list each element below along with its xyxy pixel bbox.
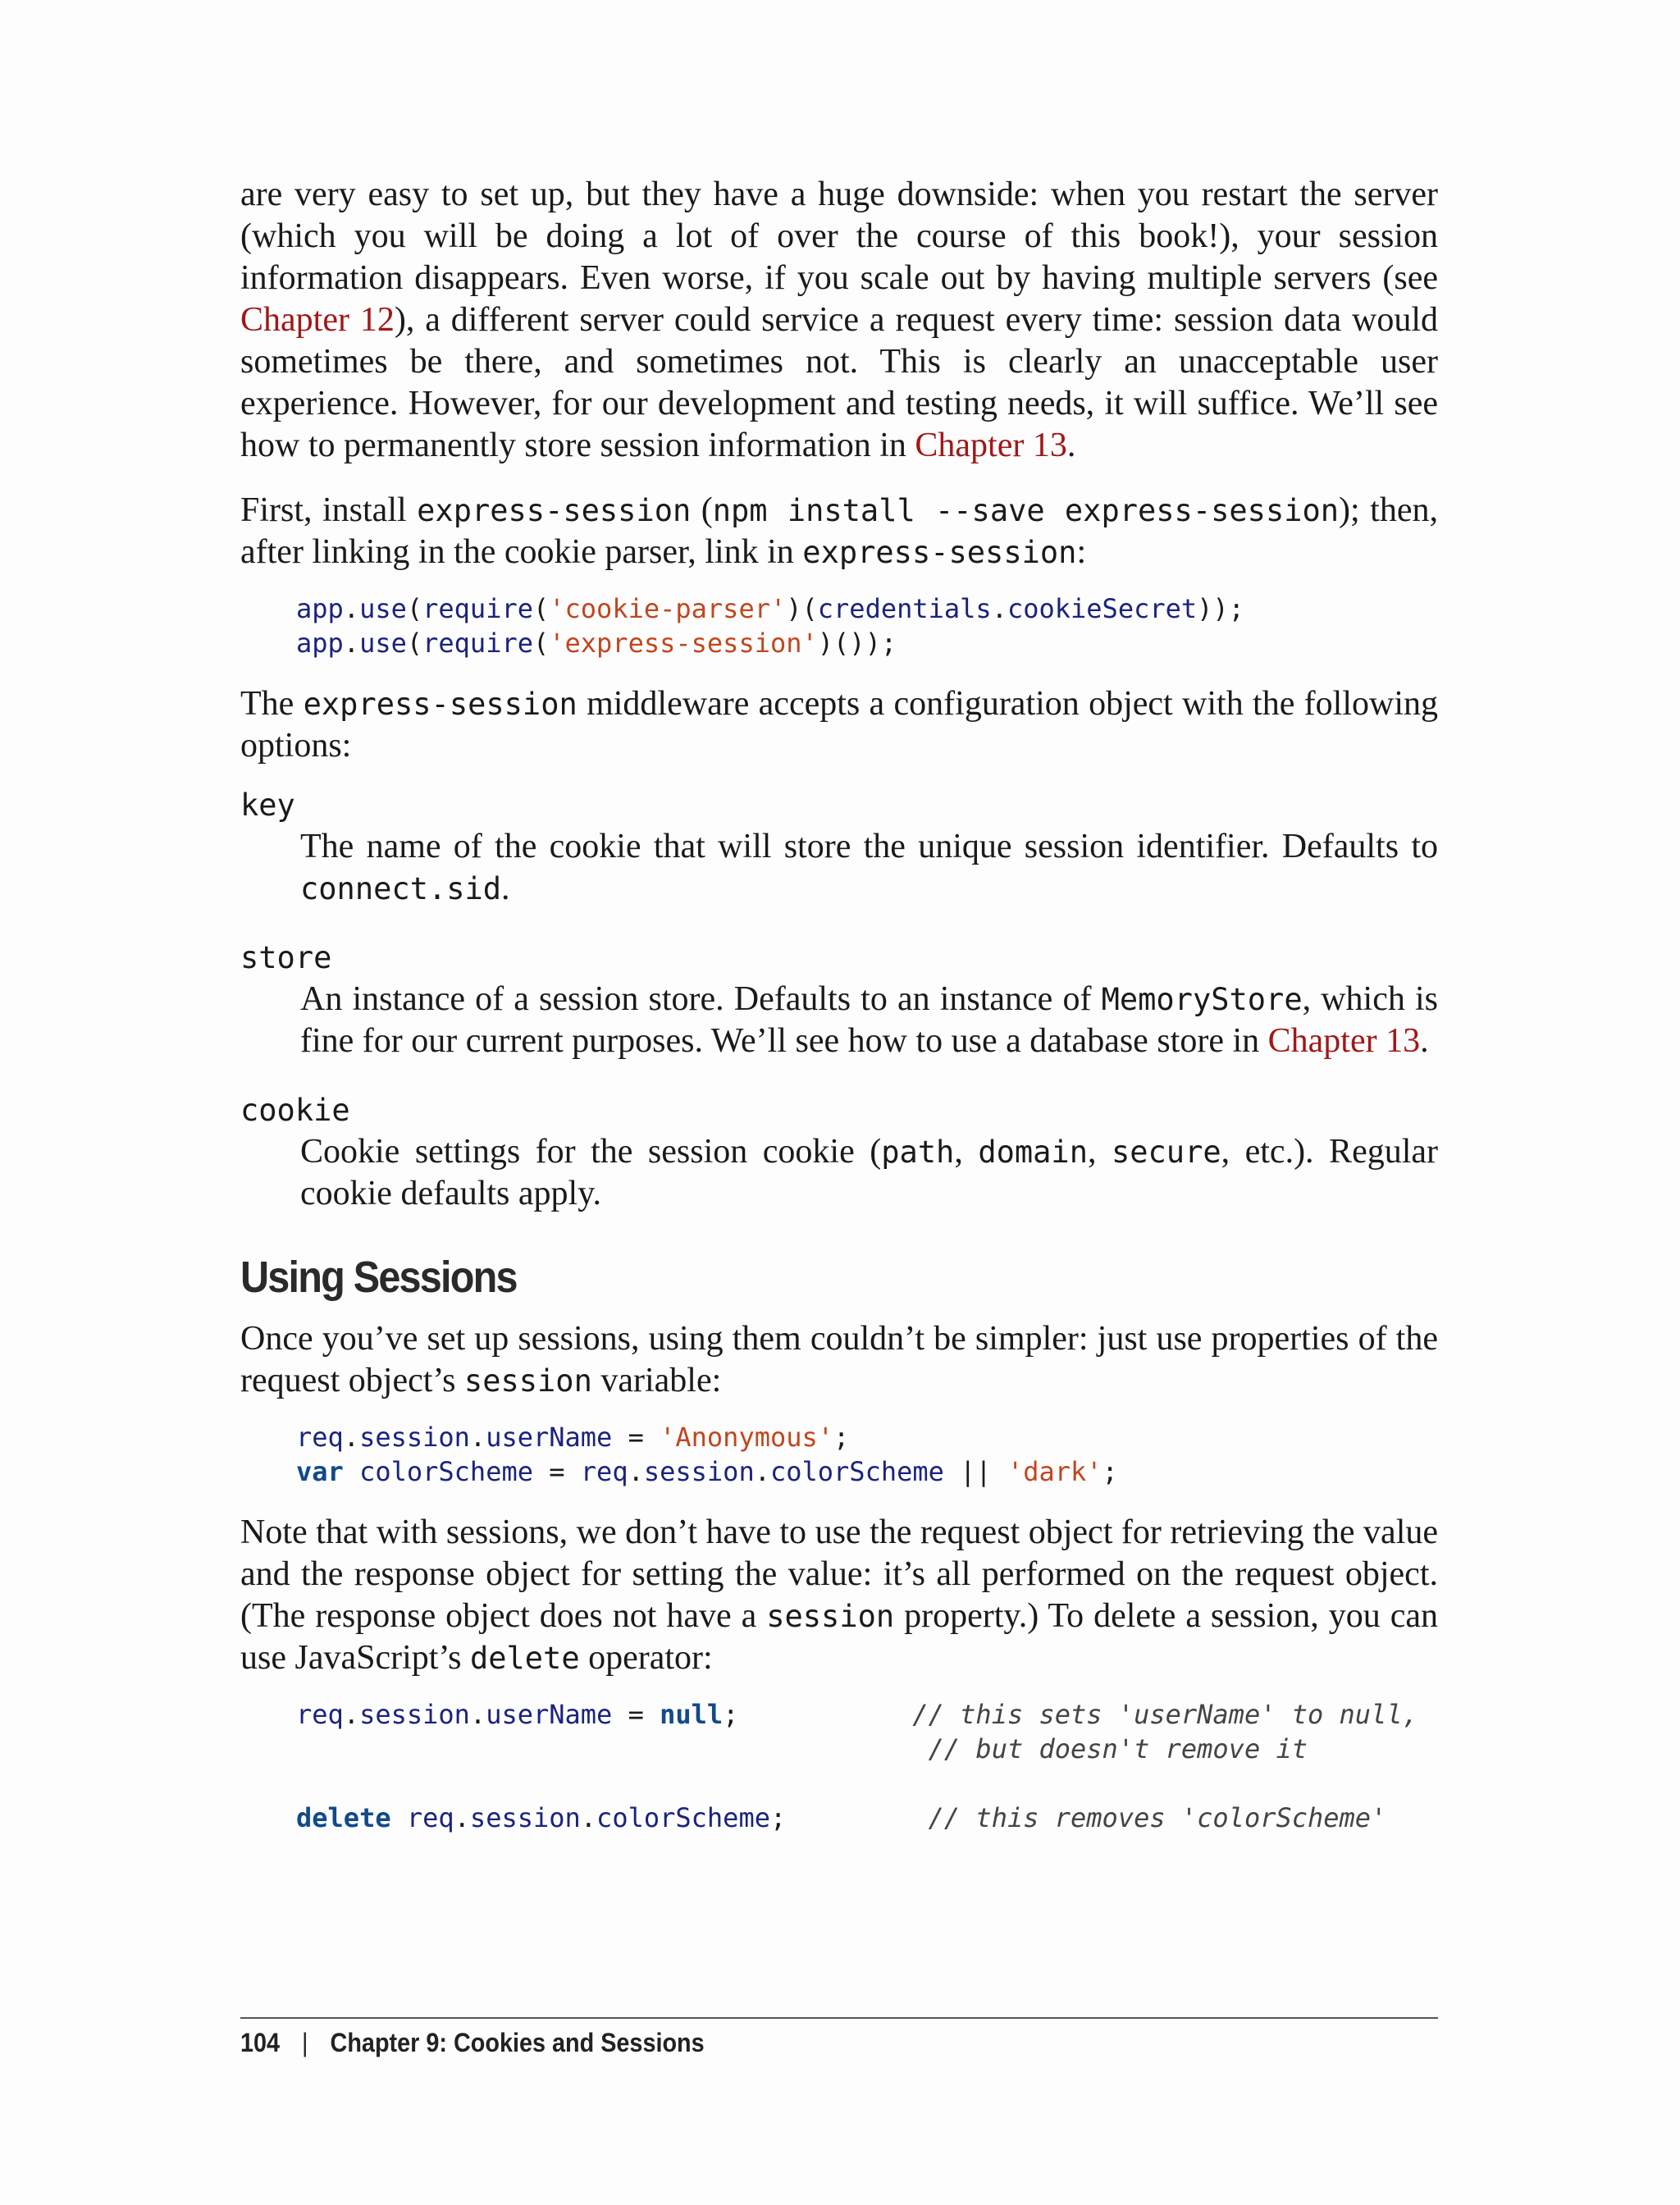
- option-term-store: store: [240, 940, 332, 975]
- chapter-13-link[interactable]: Chapter 13: [915, 427, 1067, 464]
- options-intro-paragraph: The express-session middleware accepts a configuration object with the following options:: [240, 685, 1438, 765]
- install-paragraph: First, install express-session (npm install --save express-session); then, after linking in the cookie parser, link in express-session:: [240, 491, 1438, 571]
- delete-paragraph: Note that with sessions, we don’t have to use the request object for retrieving the value and the response object for setting the value: it’s all performed on the request object. (The response object does not have a session property.) To delete a session, you can use JavaScript’s delete operator:: [240, 1513, 1438, 1677]
- footer-separator: |: [302, 2028, 308, 2057]
- page-footer: [240, 2028, 705, 2058]
- option-term-cookie: cookie: [240, 1093, 350, 1128]
- intro-paragraph: are very easy to set up, but they have a huge downside: when you restart the server (which you will be doing a lot of over the course of this book!), your session information disappears. Even worse, if you scale out by having multiple servers (see Chapter 12), a different server could service a request every time: session data would sometimes be there, and sometimes not. This is clearly an unacceptable user experience. However, for our development and testing needs, it will suffice. We’ll see how to permanently store session information in Chapter 13.: [240, 176, 1439, 464]
- option-def-store: An instance of a session store. Defaults to an instance of MemoryStore, which is fine for our current purposes. We’ll see how to use a database store in Chapter 13.: [300, 980, 1439, 1060]
- chapter-title: Chapter 9: Cookies and Sessions: [330, 2028, 705, 2057]
- option-term-key: key: [240, 788, 295, 823]
- chapter-12-link[interactable]: Chapter 12: [240, 301, 395, 339]
- option-list: [240, 785, 1438, 1215]
- chapter-13-link[interactable]: Chapter 13: [1267, 1022, 1421, 1060]
- page-number: 104: [240, 2028, 281, 2057]
- page-content: [240, 174, 1438, 1835]
- option-def-key: The name of the cookie that will store the unique session identifier. Defaults to connect.sid.: [300, 828, 1438, 907]
- code-block-session-usage: req.session.userName = 'Anonymous'; var colorScheme = req.session.colorScheme || 'dark';: [296, 1422, 1118, 1487]
- footer-rule: [240, 2017, 1438, 2019]
- code-block-delete: req.session.userName = null; // this sets 'userName' to null, // but doesn't remove it delete req.session.colorScheme; // this removes 'colorScheme': [296, 1699, 1418, 1833]
- using-sessions-paragraph: Once you’ve set up sessions, using them couldn’t be simpler: just use properties of the request object’s session variable:: [240, 1320, 1438, 1399]
- code-block-middleware: app.use(require('cookie-parser')(credentials.cookieSecret)); app.use(require('express-session')());: [296, 593, 1244, 659]
- section-heading: Using Sessions: [240, 1253, 517, 1302]
- option-def-cookie: Cookie settings for the session cookie (path, domain, secure, etc.). Regular cookie defaults apply.: [300, 1133, 1439, 1212]
